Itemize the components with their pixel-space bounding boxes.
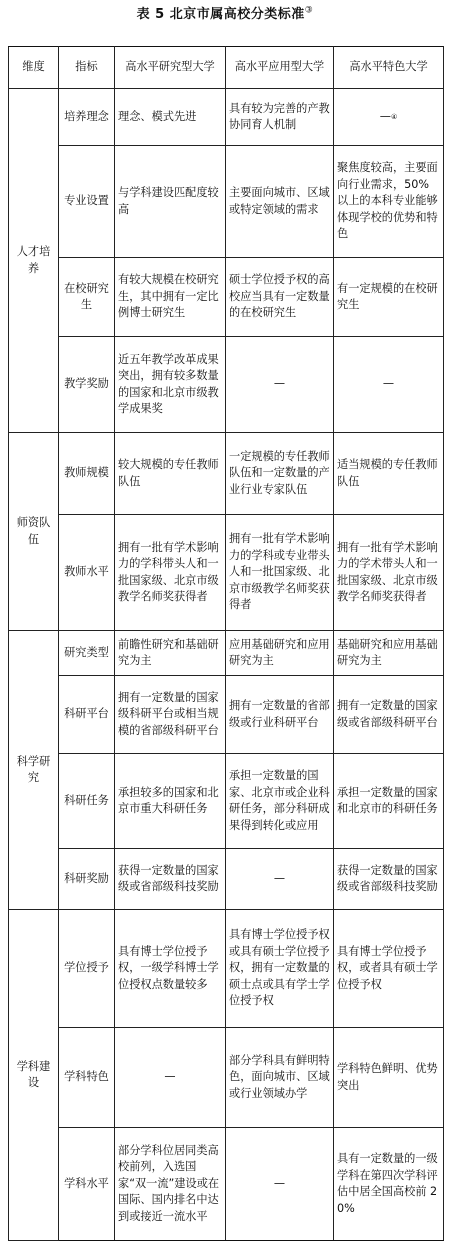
special-cell: 学科特色鲜明、优势突出 [334,1028,444,1128]
research-cell: 拥有一定数量的国家级科研平台或相当规模的省部级科研平台 [115,676,226,754]
indicator-cell: 学科水平 [59,1128,115,1241]
special-cell: 有一定规模的在校研究生 [334,258,444,337]
indicator-cell: 科研奖励 [59,849,115,910]
research-cell: 承担较多的国家和北京市重大科研任务 [115,754,226,849]
header-research-university: 高水平研究型大学 [115,47,226,89]
research-cell: 获得一定数量的国家级或省部级科技奖励 [115,849,226,910]
special-cell: 具有博士学位授予权，或者具有硕士学位授予权 [334,910,444,1028]
indicator-cell: 学科特色 [59,1028,115,1128]
indicator-cell: 专业设置 [59,146,115,258]
special-cell: 承担一定数量的国家和北京市的科研任务 [334,754,444,849]
table-title: 表 5 北京市属高校分类标准③ [136,5,314,22]
applied-cell: 应用基础研究和应用研究为主 [226,631,334,676]
applied-cell: 承担一定数量的国家、北京市或企业科研任务，部分科研成果得到转化或应用 [226,754,334,849]
research-cell: 近五年教学改革成果突出，拥有较多数量的国家和北京市级教学成果奖 [115,337,226,433]
header-row [9,47,444,89]
indicator-cell: 学位授予 [59,910,115,1028]
special-cell: —④ [334,89,444,146]
indicator-cell: 研究类型 [59,631,115,676]
research-cell: 与学科建设匹配度较高 [115,146,226,258]
applied-cell: 硕士学位授予权的高校应当具有一定数量的在校研究生 [226,258,334,337]
classification-table [8,46,444,1241]
indicator-cell: 科研任务 [59,754,115,849]
header-indicator: 指标 [59,47,115,89]
table-row [9,1128,444,1241]
applied-cell: 拥有一批有学术影响力的学科或专业带头人和一批国家级、北京市级教学名师奖获得者 [226,515,334,631]
special-cell: 基础研究和应用基础研究为主 [334,631,444,676]
table-row [9,1028,444,1128]
research-cell: 部分学科位居同类高校前列，入选国家“双一流”建设或在国际、国内排名中达到或接近一流水平 [115,1128,226,1241]
special-cell: 拥有一批有学术影响力的学术带头人和一批国家级、北京市级教学名师奖获得者 [334,515,444,631]
header-special-university: 高水平特色大学 [334,47,444,89]
table-row [9,433,444,515]
research-cell: 具有博士学位授予权，一级学科博士学位授权点数量较多 [115,910,226,1028]
table-row [9,676,444,754]
table-row [9,515,444,631]
dimension-cell: 学科建设 [9,910,59,1241]
indicator-cell: 科研平台 [59,676,115,754]
indicator-cell: 教师规模 [59,433,115,515]
table-row [9,910,444,1028]
indicator-cell: 教师水平 [59,515,115,631]
research-cell: 前瞻性研究和基础研究为主 [115,631,226,676]
table-row [9,146,444,258]
applied-cell: 具有较为完善的产教协同育人机制 [226,89,334,146]
dimension-cell: 师资队伍 [9,433,59,631]
table-row [9,631,444,676]
indicator-cell: 培养理念 [59,89,115,146]
applied-cell: 具有博士学位授予权或具有硕士学位授予权，拥有一定数量的硕士点或具有学士学位授予权 [226,910,334,1028]
applied-cell: 一定规模的专任教师队伍和一定数量的产业行业专家队伍 [226,433,334,515]
special-cell: 获得一定数量的国家级或省部级科技奖励 [334,849,444,910]
special-cell: 聚焦度较高，主要面向行业需求，50% 以上的本科专业能够体现学校的优势和特色 [334,146,444,258]
table-row [9,337,444,433]
header-applied-university: 高水平应用型大学 [226,47,334,89]
applied-cell: 主要面向城市、区域或特定领域的需求 [226,146,334,258]
indicator-cell: 在校研究生 [59,258,115,337]
research-cell: 较大规模的专任教师队伍 [115,433,226,515]
footnote-mark: ④ [390,112,398,121]
research-cell: — [115,1028,226,1128]
research-cell: 有较大规模在校研究生，其中拥有一定比例博士研究生 [115,258,226,337]
research-cell: 理念、模式先进 [115,89,226,146]
dimension-cell: 科学研究 [9,631,59,910]
table-row [9,258,444,337]
applied-cell: 拥有一定数量的省部级或行业科研平台 [226,676,334,754]
dimension-cell: 人才培养 [9,89,59,433]
table-row [9,849,444,910]
special-cell: — [334,337,444,433]
applied-cell: — [226,849,334,910]
special-cell: 适当规模的专任教师队伍 [334,433,444,515]
applied-cell: — [226,337,334,433]
research-cell: 拥有一批有学术影响力的学科带头人和一批国家级、北京市级教学名师奖获得者 [115,515,226,631]
title-footnote-mark: ③ [304,5,314,16]
table-row [9,754,444,849]
indicator-cell: 教学奖励 [59,337,115,433]
table-row [9,89,444,146]
header-dimension: 维度 [9,47,59,89]
applied-cell: 部分学科具有鲜明特色，面向城市、区域或行业领域办学 [226,1028,334,1128]
applied-cell: — [226,1128,334,1241]
special-cell: 拥有一定数量的国家级或省部级科研平台 [334,676,444,754]
special-cell: 具有一定数量的一级学科在第四次学科评估中居全国高校前 20% [334,1128,444,1241]
